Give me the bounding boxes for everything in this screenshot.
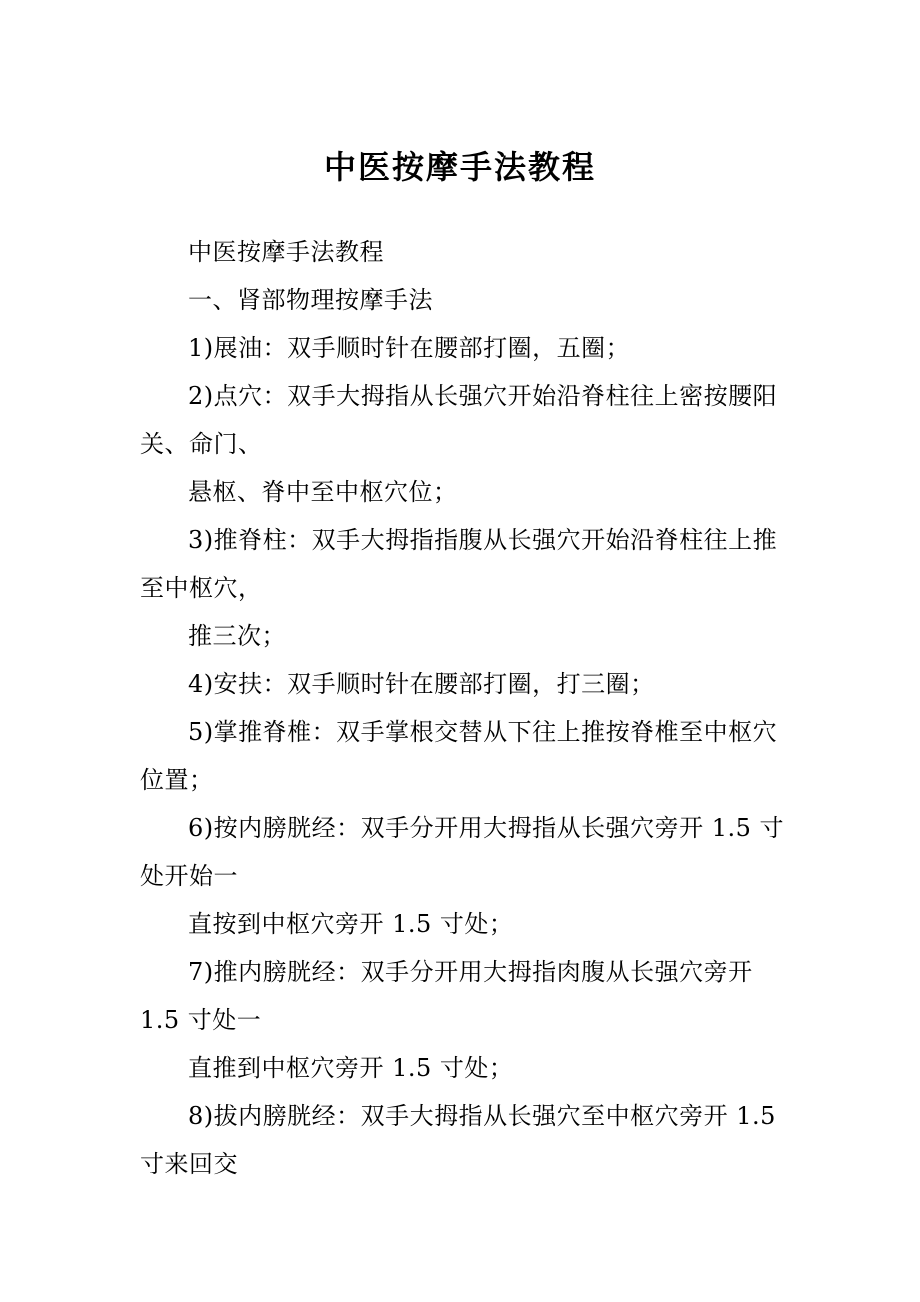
text-line: 至中枢穴， bbox=[140, 574, 263, 602]
text-line: 7)推内膀胱经：双手分开用大拇指肉腹从长强穴旁开 bbox=[188, 958, 753, 986]
text-line: 位置； bbox=[140, 766, 214, 794]
text-line: 直推到中枢穴旁开 1.5 寸处； bbox=[188, 1054, 514, 1082]
text-line: 处开始一 bbox=[140, 862, 238, 890]
text-line: 悬枢、脊中至中枢穴位； bbox=[188, 478, 458, 506]
text-line: 中医按摩手法教程 bbox=[188, 238, 384, 266]
text-line: 4)安扶：双手顺时针在腰部打圈，打三圈； bbox=[188, 670, 655, 698]
text-line: 5)掌推脊椎：双手掌根交替从下往上推按脊椎至中枢穴 bbox=[188, 718, 778, 746]
text-line: 一、肾部物理按摩手法 bbox=[188, 286, 433, 314]
text-line: 推三次； bbox=[188, 622, 286, 650]
text-line: 寸来回交 bbox=[140, 1150, 238, 1178]
text-line: 8)拔内膀胱经：双手大拇指从长强穴至中枢穴旁开 1.5 bbox=[188, 1102, 776, 1130]
document-body bbox=[140, 228, 790, 1188]
text-line: 6)按内膀胱经：双手分开用大拇指从长强穴旁开 1.5 寸 bbox=[188, 814, 785, 842]
document-title: 中医按摩手法教程 bbox=[323, 148, 596, 186]
text-line: 直按到中枢穴旁开 1.5 寸处； bbox=[188, 910, 514, 938]
text-line: 3)推脊柱：双手大拇指指腹从长强穴开始沿脊柱往上推 bbox=[188, 526, 778, 554]
text-line: 1.5 寸处一 bbox=[140, 1006, 262, 1034]
text-line: 1)展油：双手顺时针在腰部打圈，五圈； bbox=[188, 334, 631, 362]
text-line: 关、命门、 bbox=[140, 430, 263, 458]
text-line: 2)点穴：双手大拇指从长强穴开始沿脊柱往上密按腰阳 bbox=[188, 382, 778, 410]
